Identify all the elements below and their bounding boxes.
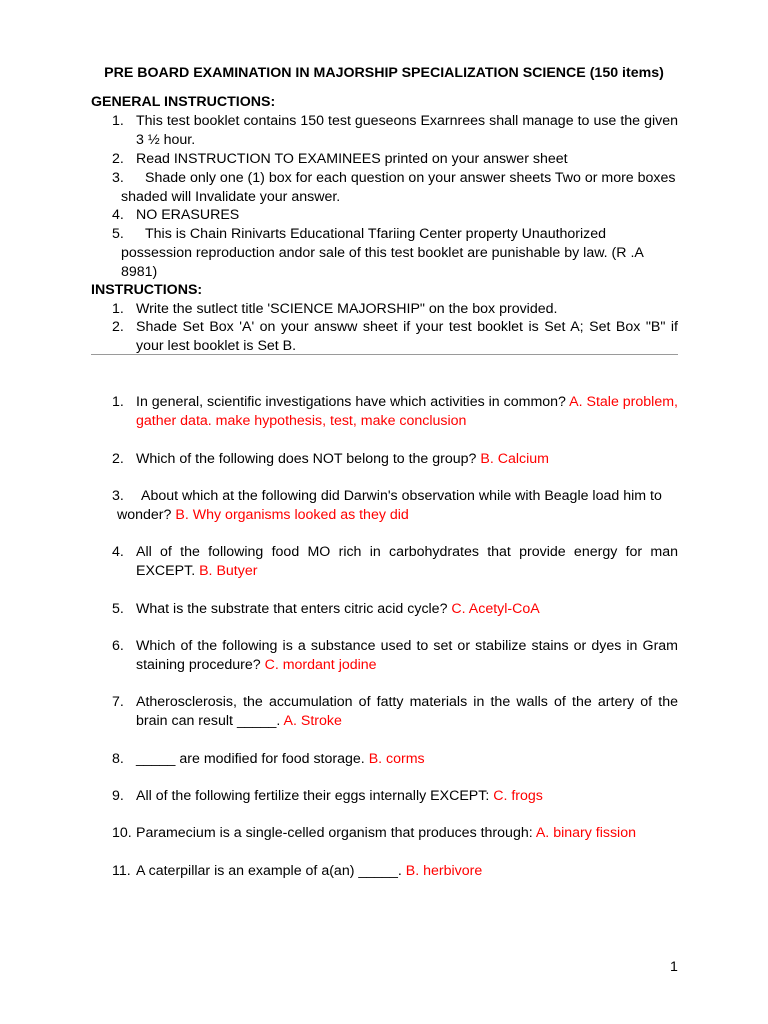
question-text: Which of the following does NOT belong to the group? — [136, 451, 477, 467]
question-number: 8. — [112, 751, 124, 767]
question-answer: B. corms — [368, 751, 425, 767]
general-item-1-text: This test booklet contains 150 test gueseons Exarnrees shall manage to use the given 3 ½ hour. — [136, 113, 678, 148]
instruction-item-2-text: Shade Set Box 'A' on your answw sheet if your test booklet is Set A; Set Box "B" if your lest booklet is Set B. — [136, 319, 678, 354]
instruction-item-1-text: Write the sutlect title 'SCIENCE MAJORSHIP" on the box provided. — [136, 301, 558, 317]
question-text-wrap — [112, 637, 678, 675]
question-text-wrap — [117, 487, 678, 525]
question-text-wrap — [112, 693, 678, 731]
question-8 — [112, 750, 678, 769]
general-item-5 — [112, 225, 678, 282]
question-2 — [112, 450, 678, 469]
general-item-4-number: 4. — [112, 207, 124, 223]
question-text-wrap — [112, 787, 678, 806]
question-number: 10. — [112, 825, 132, 841]
general-item-4-text: NO ERASURES — [136, 207, 240, 223]
question-text-wrap — [112, 543, 678, 581]
question-number: 1. — [112, 394, 124, 410]
general-item-4 — [112, 206, 678, 225]
general-item-3 — [112, 169, 678, 207]
general-item-1 — [112, 112, 678, 150]
page-number: 1 — [670, 959, 678, 975]
instruction-item-1-number: 1. — [112, 301, 124, 317]
question-number: 4. — [112, 544, 124, 560]
question-number: 7. — [112, 694, 124, 710]
question-9 — [112, 787, 678, 806]
general-item-5-number: 5. — [112, 226, 124, 242]
general-instructions-heading: GENERAL INSTRUCTIONS: — [91, 94, 276, 110]
question-answer: C. frogs — [493, 788, 543, 804]
general-item-2-text: Read INSTRUCTION TO EXAMINEES printed on your answer sheet — [136, 151, 568, 167]
question-answer: A. Stale problem, gather data. make hypothesis, test, make conclusion — [136, 394, 678, 429]
question-text-wrap — [112, 393, 678, 431]
question-7 — [112, 693, 678, 731]
question-text-wrap — [112, 450, 678, 469]
question-answer: B. Calcium — [480, 451, 549, 467]
question-text-wrap — [112, 862, 678, 881]
question-number: 3. — [112, 488, 124, 504]
general-item-1-number: 1. — [112, 113, 124, 129]
question-number: 11. — [112, 863, 131, 879]
general-item-2 — [112, 150, 678, 169]
question-text: Which of the following is a substance used to set or stabilize stains or dyes in Gram staining procedure? — [136, 638, 678, 673]
question-text: _____ are modified for food storage. — [136, 751, 365, 767]
question-answer: C. Acetyl-CoA — [451, 601, 540, 617]
question-answer: C. mordant jodine — [264, 657, 377, 673]
question-3 — [112, 487, 678, 525]
question-answer: A. Stroke — [283, 713, 342, 729]
question-text: Atherosclerosis, the accumulation of fatty materials in the walls of the artery of the brain can result _____. — [136, 694, 678, 729]
general-item-3-number: 3. — [112, 170, 124, 186]
question-number: 6. — [112, 638, 124, 654]
question-6 — [112, 637, 678, 675]
general-item-5-text: This is Chain Rinivarts Educational Tfariing Center property Unauthorized possession reproduction andor sale of this test booklet are punishable by law. (R .A 8981) — [121, 226, 644, 280]
instructions-heading: INSTRUCTIONS: — [91, 282, 203, 298]
question-number: 5. — [112, 601, 124, 617]
question-1 — [112, 393, 678, 431]
instruction-item-2-number: 2. — [112, 319, 124, 335]
question-number: 9. — [112, 788, 124, 804]
document-title: PRE BOARD EXAMINATION IN MAJORSHIP SPECIALIZATION SCIENCE (150 items) — [104, 65, 664, 81]
question-text: About which at the following did Darwin's observation while with Beagle load him to wonder? — [117, 488, 662, 523]
question-11 — [112, 862, 678, 881]
question-text: All of the following fertilize their eggs internally EXCEPT: — [136, 788, 490, 804]
section-divider — [91, 354, 678, 355]
question-text-wrap — [112, 750, 678, 769]
instruction-item-1 — [112, 300, 678, 319]
question-answer: B. herbivore — [405, 863, 483, 879]
question-text-wrap — [112, 600, 678, 619]
question-number: 2. — [112, 451, 124, 467]
question-answer: B. Butyer — [199, 563, 258, 579]
general-item-2-number: 2. — [112, 151, 124, 167]
question-text: Paramecium is a single-celled organism that produces through: — [136, 825, 533, 841]
question-5 — [112, 600, 678, 619]
question-text: All of the following food MO rich in carbohydrates that provide energy for man EXCEPT. — [136, 544, 678, 579]
question-10 — [112, 824, 678, 843]
question-answer: B. Why organisms looked as they did — [175, 507, 409, 523]
question-answer: A. binary fission — [535, 825, 636, 841]
question-text: What is the substrate that enters citric acid cycle? — [136, 601, 448, 617]
instruction-item-2 — [112, 318, 678, 356]
question-4 — [112, 543, 678, 581]
general-item-3-text: Shade only one (1) box for each question on your answer sheets Two or more boxes shaded will Invalidate your answer. — [121, 170, 676, 205]
question-text-wrap — [112, 824, 678, 843]
question-text: In general, scientific investigations have which activities in common? — [136, 394, 566, 410]
question-text: A caterpillar is an example of a(an) _____. — [136, 863, 402, 879]
